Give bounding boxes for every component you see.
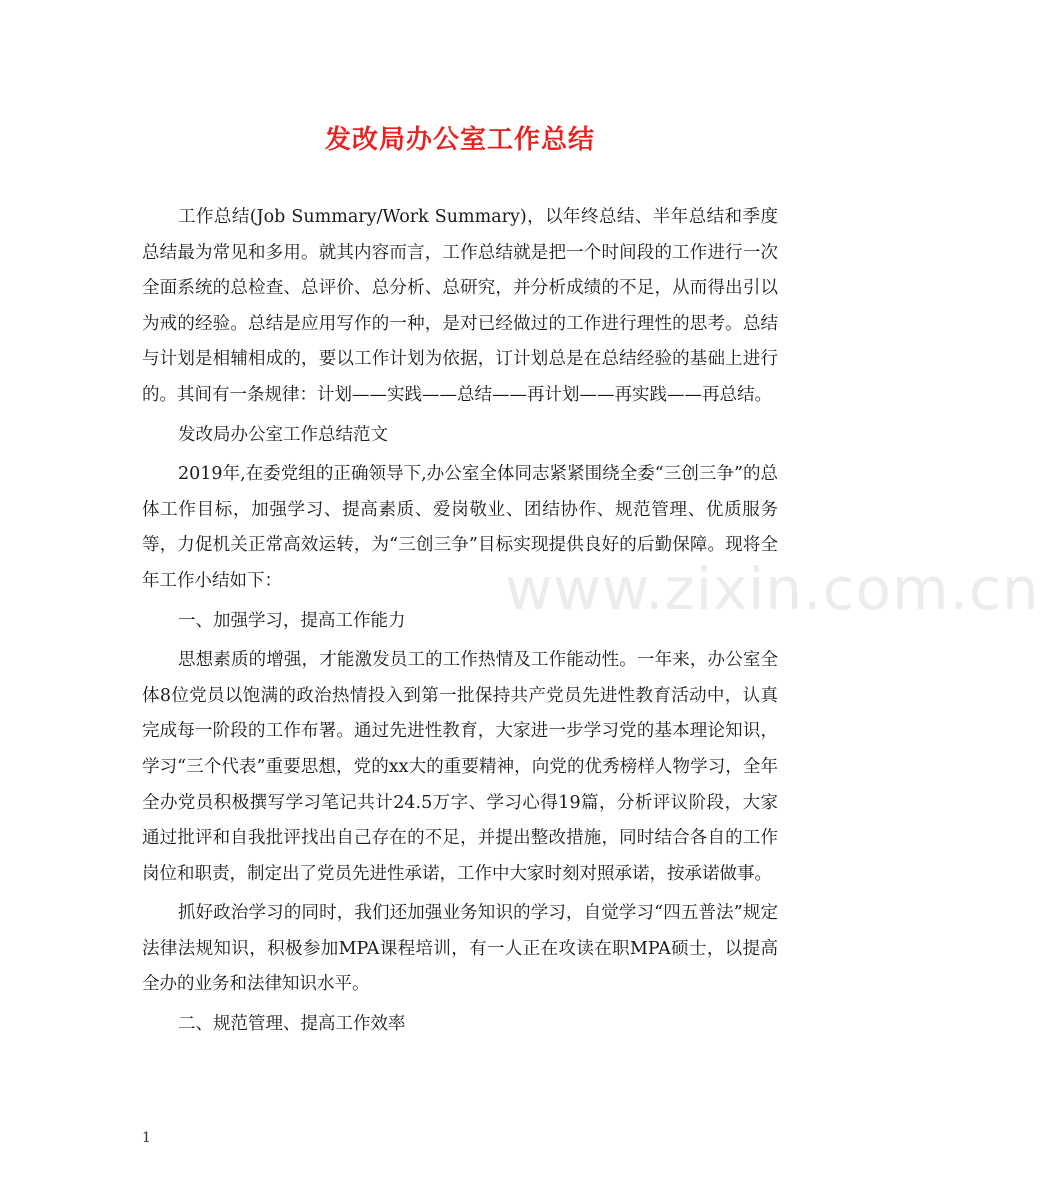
document-body: [142, 200, 778, 1047]
political-study-paragraph: 抓好政治学习的同时，我们还加强业务知识的学习，自觉学习“四五普法”规定法律法规知识，积极参加MPA课程培训，有一人正在攻读在职MPA硕士，以提高全办的业务和法律知识水平。: [142, 903, 778, 995]
section-heading-1: 一、加强学习，提高工作能力: [178, 610, 406, 631]
intro-paragraph: 工作总结(Job Summary/Work Summary)，以年终总结、半年总结和季度总结最为常见和多用。就其内容而言，工作总结就是把一个时间段的工作进行一次全面系统的总检查、总评价、总分析、总研究，并分析成绩的不足，从而得出引以为戒的经验。总结是应用写作的一种，是对已经做过的工作进行理性的思考。总结与计划是相辅相成的，要以工作计划为依据，订计划总是在总结经验的基础上进行的。其间有一条规律：计划——实践——总结——再计划——再实践——再总结。: [142, 207, 778, 405]
section-subtitle: 发改局办公室工作总结范文: [178, 424, 388, 445]
watermark: www.zixin.com.cn: [505, 555, 1040, 623]
section-heading-2: 二、规范管理、提高工作效率: [178, 1014, 406, 1035]
study-paragraph: 思想素质的增强，才能激发员工的工作热情及工作能动性。一年来，办公室全体8位党员以饱满的政治热情投入到第一批保持共产党员先进性教育活动中，认真完成每一阶段的工作布署。通过先进性教育，大家进一步学习党的基本理论知识，学习“三个代表”重要思想，党的xx大的重要精神，向党的优秀榜样人物学习，全年全办党员积极撰写学习笔记共计24.5万字、学习心得19篇，分析评议阶段，大家通过批评和自我批评找出自己存在的不足，并提出整改措施，同时结合各自的工作岗位和职责，制定出了党员先进性承诺，工作中大家时刻对照承诺，按承诺做事。: [142, 650, 778, 884]
page-number: 1: [142, 1130, 151, 1146]
document-title: 发改局办公室工作总结: [324, 125, 595, 155]
overview-paragraph: 2019年,在委党组的正确领导下,办公室全体同志紧紧围绕全委“三创三争”的总体工作目标，加强学习、提高素质、爱岗敬业、团结协作、规范管理、优质服务等，力促机关正常高效运转，为“三创三争”目标实现提供良好的后勤保障。现将全年工作小结如下：: [142, 464, 778, 591]
